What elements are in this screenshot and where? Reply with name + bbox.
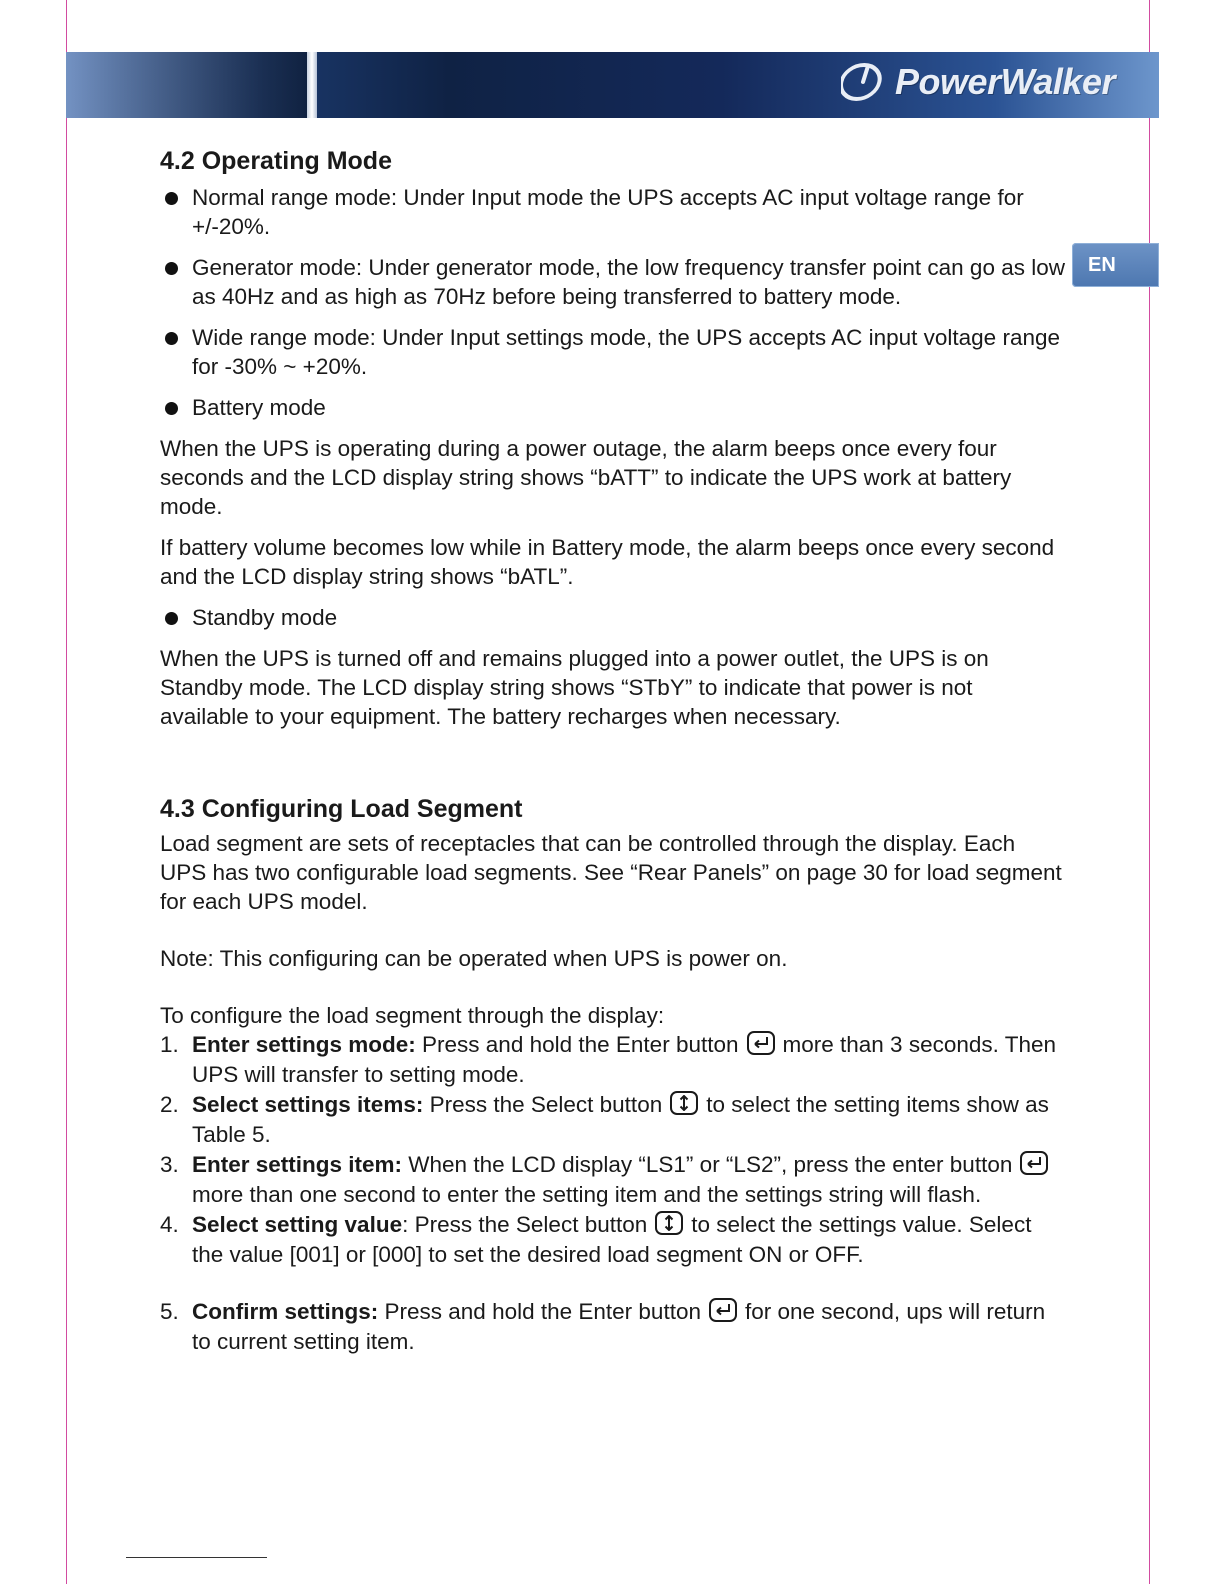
- step-number: 1.: [160, 1032, 179, 1057]
- note-paragraph: Note: This configuring can be operated when UPS is power on.: [160, 946, 788, 971]
- page-content: [160, 143, 1065, 1357]
- enter-icon: [747, 1031, 775, 1055]
- mode-list: [160, 183, 1065, 422]
- battery-low-paragraph: If battery volume becomes low while in Battery mode, the alarm beeps once every second and the LCD display string shows “bATL”.: [160, 535, 1055, 589]
- select-icon: [655, 1211, 683, 1235]
- step-item: [160, 1210, 1065, 1269]
- step-number: 2.: [160, 1092, 179, 1117]
- section-heading: 4.2 Operating Mode: [160, 147, 392, 175]
- step-text: When the LCD display “LS1” or “LS2”, press the enter button: [402, 1152, 1013, 1177]
- list-item: Standby mode: [160, 603, 1065, 632]
- step-text: Press and hold the Enter button: [378, 1299, 701, 1324]
- section-load-segment: [160, 791, 1065, 1356]
- step-number: 3.: [160, 1152, 179, 1177]
- standby-paragraph: When the UPS is turned off and remains plugged into a power outlet, the UPS is on Standby mode. The LCD display string shows “STbY” to indicate that power is not available to your equipment. The battery recharges when necessary.: [160, 646, 989, 729]
- enter-icon: [1020, 1151, 1048, 1175]
- step-title: Select settings items:: [192, 1092, 424, 1117]
- step-text: Press and hold the Enter button: [415, 1032, 739, 1057]
- step-text: Press the Select button: [408, 1212, 648, 1237]
- step-title: Enter settings item:: [192, 1152, 403, 1177]
- list-item: Wide range mode: Under Input settings mode, the UPS accepts AC input voltage range for -30% ~ +20%.: [160, 323, 1065, 381]
- step-item: [160, 1150, 1065, 1209]
- battery-paragraph: When the UPS is operating during a power outage, the alarm beeps once every four seconds and the LCD display string shows “bATT” to indicate the UPS work at battery mode.: [160, 436, 1012, 519]
- standby-list: [160, 603, 1065, 632]
- step-item: [160, 1297, 1065, 1356]
- header-divider: [307, 52, 317, 118]
- step-number: 5.: [160, 1299, 179, 1324]
- list-item: Battery mode: [160, 393, 1065, 422]
- step-item: [160, 1030, 1065, 1089]
- step-text: to select the settings value. Select the value [001] or [000] to set the desired load segment ON or OFF.: [192, 1212, 1032, 1267]
- language-tab[interactable]: EN: [1072, 243, 1159, 287]
- step-text: Press the Select button: [423, 1092, 663, 1117]
- section-heading: 4.3 Configuring Load Segment: [160, 795, 523, 823]
- footnote-rule: [126, 1557, 267, 1558]
- crop-mark-left: [66, 0, 67, 1584]
- crop-mark-right: [1149, 0, 1150, 1584]
- brand-logo: [841, 60, 1115, 104]
- lead-in-paragraph: To configure the load segment through the display:: [160, 1003, 665, 1028]
- step-title-colon: :: [402, 1212, 409, 1237]
- step-title: Enter settings mode:: [192, 1032, 416, 1057]
- select-icon: [670, 1091, 698, 1115]
- step-item: [160, 1090, 1065, 1149]
- enter-icon: [709, 1298, 737, 1322]
- step-title: Select setting value: [192, 1212, 403, 1237]
- header-banner: [66, 52, 1159, 118]
- section-operating-mode: [160, 143, 1065, 731]
- intro-paragraph: Load segment are sets of receptacles that can be controlled through the display. Each UPS has two configurable load segments. See “Rear Panels” on page 30 for load segment for each UPS model.: [160, 831, 1062, 914]
- header-shade: [66, 52, 307, 118]
- step-title: Confirm settings:: [192, 1299, 379, 1324]
- list-item: Normal range mode: Under Input mode the UPS accepts AC input voltage range for +/-20%.: [160, 183, 1065, 241]
- step-number: 4.: [160, 1212, 179, 1237]
- steps-list: [160, 1030, 1065, 1356]
- step-text: to select the setting items show as Table 5.: [192, 1092, 1049, 1147]
- step-text: more than one second to enter the setting item and the settings string will flash.: [192, 1181, 982, 1207]
- list-item: Generator mode: Under generator mode, the low frequency transfer point can go as low as 40Hz and as high as 70Hz before being transferred to battery mode.: [160, 253, 1065, 311]
- step-text: more than 3 seconds. Then UPS will transfer to setting mode.: [192, 1032, 1057, 1087]
- brand-name: PowerWalker: [895, 61, 1115, 102]
- step-text: for one second, ups will return to current setting item.: [192, 1299, 1046, 1354]
- power-logo-icon: [841, 60, 889, 104]
